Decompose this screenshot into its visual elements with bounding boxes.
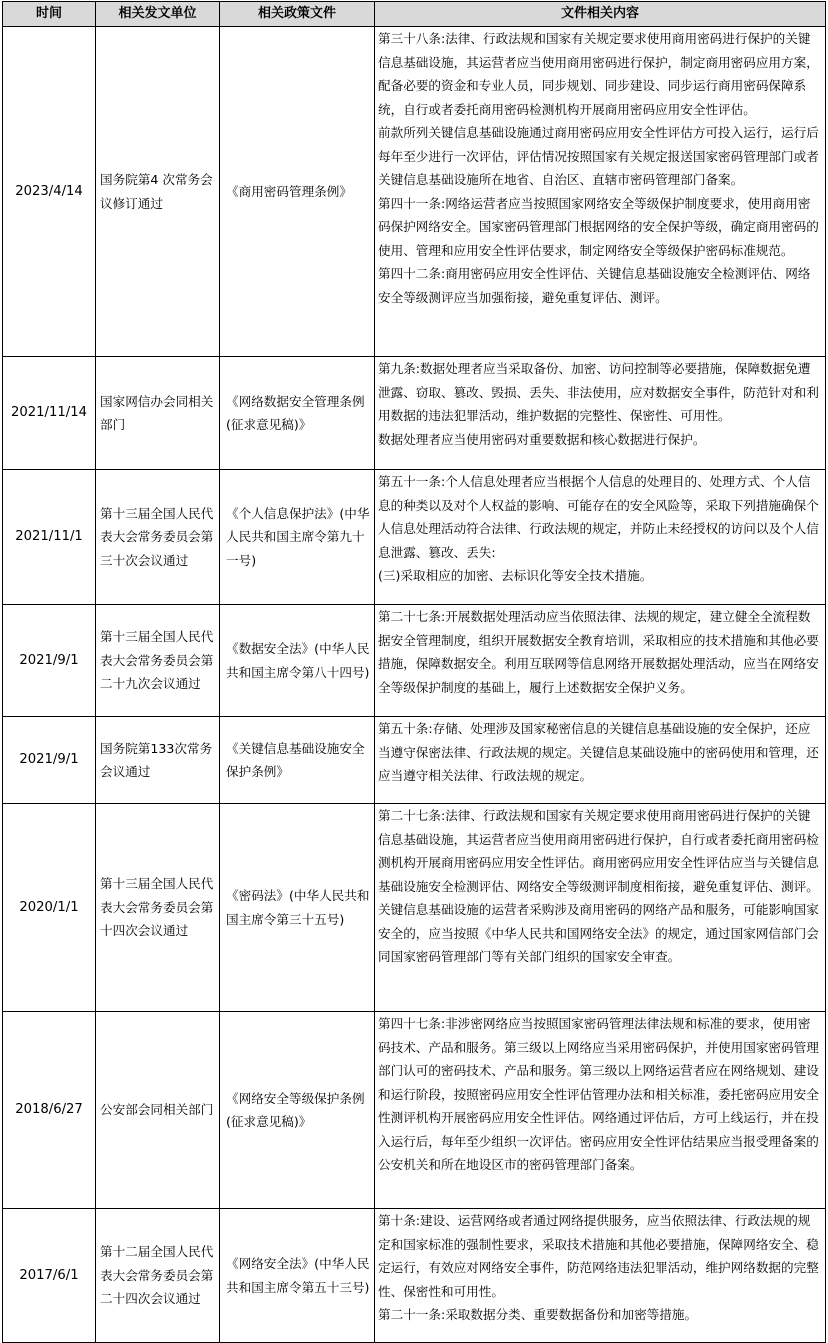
content-paragraph: 第二十七条:开展数据处理活动应当依照法律、法规的规定，建立健全全流程数据安全管理制度，组织开展数据安全教育培训，采取相应的技术措施和其他必要措施，保障数据安全。利用互联网等信息网络开展数据处理活动，应当在网络安全等级保护制度的基础上，履行上述数据安全保护义务。 <box>378 609 819 695</box>
header-unit: 相关发文单位 <box>96 2 220 27</box>
content-paragraph: 第四十一条:网络运营者应当按照国家网络安全等级保护制度要求，使用商用密码保护网络安全。国家密码管理部门根据网络的安全保护等级，确定商用密码的使用、管理和应用安全性评估要求，制定网络安全等级保护密码标准规范。 <box>378 195 819 258</box>
table-row <box>3 1012 826 1209</box>
content-paragraph: 第九条:数据处理者应当采取备份、加密、访问控制等必要措施，保障数据免遭泄露、窃取、篡改、毁损、丢失、非法使用，应对数据安全事件，防范针对和利用数据的违法犯罪活动，维护数据的完整性、保密性、可用性。 <box>378 361 819 423</box>
row-content <box>375 1209 826 1343</box>
header-doc: 相关政策文件 <box>220 2 375 27</box>
header-date: 时间 <box>3 2 96 27</box>
row-content <box>375 605 826 717</box>
policy-table <box>2 1 826 1343</box>
row-unit: 第十三届全国人民代表大会常务委员会第三十次会议通过 <box>96 470 220 605</box>
row-unit: 第十三届全国人民代表大会常务委员会第十四次会议通过 <box>96 804 220 1012</box>
row-date: 2021/11/1 <box>3 470 96 605</box>
row-unit: 国务院第133次常务会议通过 <box>96 717 220 804</box>
row-unit: 国家网信办会同相关部门 <box>96 357 220 470</box>
content-paragraph: 第三十八条:法律、行政法规和国家有关规定要求使用商用密码进行保护的关键信息基础设施，其运营者应当使用商用密码进行保护，制定商用密码应用方案，配备必要的资金和专业人员，同步规划、同步建设、同步运行商用密码保障系统，自行或者委托商用密码检测机构开展商用密码应用安全性评估。 <box>378 31 819 117</box>
row-unit: 公安部会同相关部门 <box>96 1012 220 1209</box>
row-doc: 《个人信息保护法》(中华人民共和国主席令第九十一号) <box>220 470 375 605</box>
row-content <box>375 357 826 470</box>
row-date: 2021/11/14 <box>3 357 96 470</box>
row-content <box>375 27 826 357</box>
row-date: 2017/6/1 <box>3 1209 96 1343</box>
table-row <box>3 470 826 605</box>
row-date: 2018/6/27 <box>3 1012 96 1209</box>
row-content <box>375 470 826 605</box>
content-paragraph: 第四十七条:非涉密网络应当按照国家密码管理法律法规和标准的要求，使用密码技术、产品和服务。第三级以上网络应当采用密码保护，并使用国家密码管理部门认可的密码技术、产品和服务。第三级以上网络运营者应在网络规划、建设和运行阶段，按照密码应用安全性评估管理办法和相关标准，委托密码应用安全性测评机构开展密码应用安全性评估。网络通过评估后，方可上线运行，并在投入运行后，每年至少组织一次评估。密码应用安全性评估结果应当报受理备案的公安机关和所在地设区市的密码管理部门备案。 <box>378 1016 819 1172</box>
content-paragraph: 数据处理者应当使用密码对重要数据和核心数据进行保护。 <box>378 431 706 447</box>
row-doc: 《关键信息基础设施安全保护条例》 <box>220 717 375 804</box>
content-paragraph: 第五十条:存储、处理涉及国家秘密信息的关键信息基础设施的安全保护，还应当遵守保密法律、行政法规的规定。关键信息某础设施中的密码使用和管理，还应当遵守相关法律、行政法规的规定。 <box>378 721 819 783</box>
row-content <box>375 1012 826 1209</box>
table-row <box>3 804 826 1012</box>
row-doc: 《网络安全法》(中华人民共和国主席令第五十三号) <box>220 1209 375 1343</box>
row-content <box>375 804 826 1012</box>
header-content: 文件相关内容 <box>375 2 826 27</box>
row-content <box>375 717 826 804</box>
content-paragraph: 第十条:建设、运营网络或者通过网络提供服务，应当依照法律、行政法规的规定和国家标准的强制性要求，采取技术措施和其他必要措施，保障网络安全、稳定运行，有效应对网络安全事件，防范网络违法犯罪活动，维护网络数据的完整性、保密性和可用性。 <box>378 1213 819 1299</box>
table-row <box>3 717 826 804</box>
row-doc: 《数据安全法》(中华人民共和国主席令第八十四号) <box>220 605 375 717</box>
row-doc: 《网络数据安全管理条例(征求意见稿)》 <box>220 357 375 470</box>
content-paragraph: 第四十二条:商用密码应用安全性评估、关键信息基础设施安全检测评估、网络安全等级测评应当加强衔接，避免重复评估、测评。 <box>378 266 811 305</box>
row-unit: 第十二届全国人民代表大会常务委员会第二十四次会议通过 <box>96 1209 220 1343</box>
content-paragraph: 第二十七条:法律、行政法规和国家有关规定要求使用商用密码进行保护的关键信息基础设施，其运营者应当使用商用密码进行保护，自行或者委托商用密码检测机构开展商用密码应用安全性评估。商用密码应用安全性评估应当与关键信息基础设施安全检测评估、网络安全等级测评制度相衔接，避免重复评估、测评。 <box>378 808 819 894</box>
row-unit: 第十三届全国人民代表大会常务委员会第二十九次会议通过 <box>96 605 220 717</box>
row-date: 2023/4/14 <box>3 27 96 357</box>
row-doc: 《商用密码管理条例》 <box>220 27 375 357</box>
table-header-row <box>3 2 826 27</box>
content-paragraph: 第五十一条:个人信息处理者应当根据个人信息的处理目的、处理方式、个人信息的种类以及对个人权益的影响、可能存在的安全风险等，采取下列措施确保个人信息处理活动符合法律、行政法规的规定，并防止未经授权的访问以及个人信息泄露、篡改、丢失: <box>378 474 819 560</box>
content-paragraph: 前款所列关键信息基础设施通过商用密码应用安全性评估方可投入运行，运行后每年至少进行一次评估，评估情况按照国家有关规定报送国家密码管理部门或者关键信息基础设施所在地省、自治区、直辖市密码管理部门备案。 <box>378 125 819 187</box>
row-date: 2021/9/1 <box>3 717 96 804</box>
row-date: 2020/1/1 <box>3 804 96 1012</box>
content-paragraph: (三)采取相应的加密、去标识化等安全技术措施。 <box>378 568 653 583</box>
row-unit: 国务院第4 次常务会议修订通过 <box>96 27 220 357</box>
table-row <box>3 27 826 357</box>
table-row <box>3 357 826 470</box>
content-paragraph: 关键信息基础设施的运营者采购涉及商用密码的网络产品和服务，可能影响国家安全的，应当按照《中华人民共和国网络安全法》的规定，通过国家网信部门会同国家密码管理部门等有关部门组织的国家安全审查。 <box>378 902 819 964</box>
row-doc: 《密码法》(中华人民共和国主席令第三十五号) <box>220 804 375 1012</box>
row-date: 2021/9/1 <box>3 605 96 717</box>
table-row <box>3 1209 826 1343</box>
content-paragraph: 第二十一条:采取数据分类、重要数据备份和加密等措施。 <box>378 1307 698 1322</box>
row-doc: 《网络安全等级保护条例(征求意见稿)》 <box>220 1012 375 1209</box>
table-row <box>3 605 826 717</box>
